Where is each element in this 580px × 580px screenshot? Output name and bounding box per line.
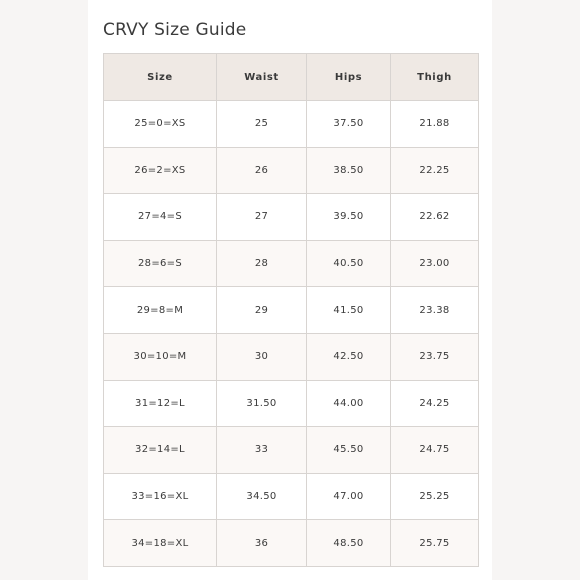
hips-cell: 41.50 [307,287,391,334]
thigh-cell: 24.25 [391,380,479,427]
size-cell: 27=4=S [104,194,217,241]
waist-cell: 34.50 [217,473,307,520]
thigh-cell: 22.25 [391,147,479,194]
column-header-hips: Hips [307,54,391,101]
table-row [104,194,479,241]
hips-cell: 37.50 [307,101,391,148]
waist-cell: 29 [217,287,307,334]
size-cell: 28=6=S [104,240,217,287]
table-row [104,333,479,380]
hips-cell: 45.50 [307,427,391,474]
thigh-cell: 22.62 [391,194,479,241]
size-cell: 31=12=L [104,380,217,427]
waist-cell: 28 [217,240,307,287]
waist-cell: 25 [217,101,307,148]
table-row [104,427,479,474]
hips-cell: 42.50 [307,333,391,380]
column-header-thigh: Thigh [391,54,479,101]
table-row [104,101,479,148]
table-row [104,380,479,427]
table-row [104,473,479,520]
thigh-cell: 23.38 [391,287,479,334]
waist-cell: 33 [217,427,307,474]
hips-cell: 44.00 [307,380,391,427]
waist-cell: 36 [217,520,307,567]
hips-cell: 38.50 [307,147,391,194]
waist-cell: 27 [217,194,307,241]
size-cell: 26=2=XS [104,147,217,194]
waist-cell: 26 [217,147,307,194]
waist-cell: 30 [217,333,307,380]
hips-cell: 48.50 [307,520,391,567]
size-guide-table [103,53,479,567]
size-cell: 33=16=XL [104,473,217,520]
table-header-row [104,54,479,101]
hips-cell: 40.50 [307,240,391,287]
thigh-cell: 25.75 [391,520,479,567]
table-row [104,520,479,567]
hips-cell: 39.50 [307,194,391,241]
thigh-cell: 23.75 [391,333,479,380]
size-cell: 30=10=M [104,333,217,380]
page-title: CRVY Size Guide [103,20,247,40]
size-cell: 29=8=M [104,287,217,334]
table-row [104,240,479,287]
column-header-waist: Waist [217,54,307,101]
table-row [104,287,479,334]
table-row [104,147,479,194]
thigh-cell: 25.25 [391,473,479,520]
thigh-cell: 23.00 [391,240,479,287]
size-cell: 32=14=L [104,427,217,474]
thigh-cell: 24.75 [391,427,479,474]
waist-cell: 31.50 [217,380,307,427]
hips-cell: 47.00 [307,473,391,520]
size-cell: 25=0=XS [104,101,217,148]
thigh-cell: 21.88 [391,101,479,148]
size-cell: 34=18=XL [104,520,217,567]
column-header-size: Size [104,54,217,101]
